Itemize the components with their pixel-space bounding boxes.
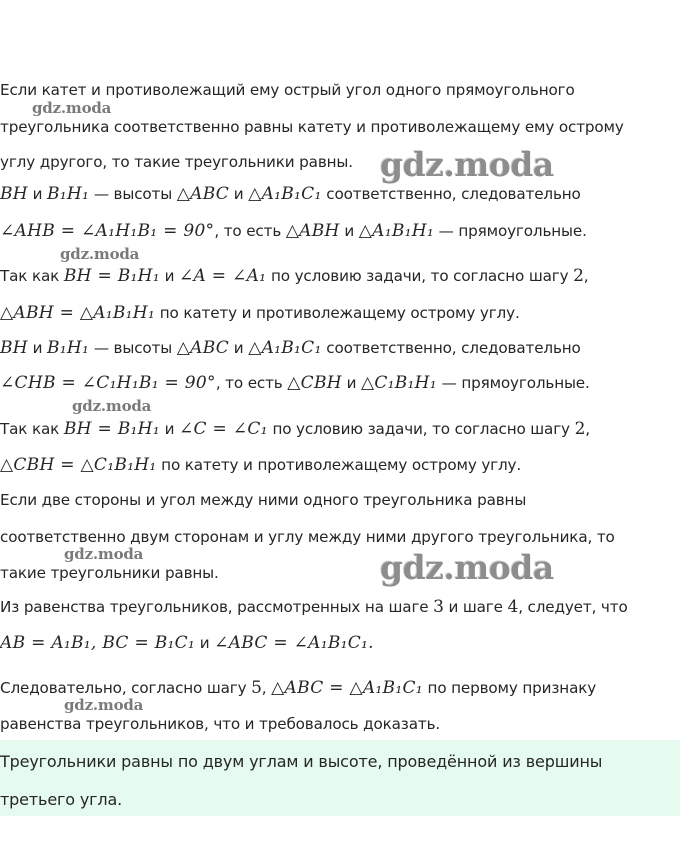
text-line-9 (0, 373, 590, 393)
text-fragment: по катету и противолежащему острому углу. (156, 456, 522, 474)
watermark-large: gdz.moda (380, 145, 554, 184)
watermark-small: gdz.moda (64, 545, 144, 563)
text-fragment: Из равенства треугольников, рассмотренных на шаге (0, 598, 434, 616)
math-sides-eq: AB = A₁B₁, BC = B₁C₁ (0, 633, 196, 653)
math-triangle-a1b1c1: △A₁B₁C₁ (248, 338, 322, 358)
watermark-small: gdz.moda (72, 397, 152, 415)
math-step-number: 2 (574, 419, 586, 439)
text-fragment: , (261, 679, 272, 697)
math-triangle-a1b1c1: △A₁B₁C₁ (248, 184, 322, 204)
text-fragment: соответственно, следовательно (321, 339, 581, 357)
math-triangle-abh-eq: △ABH = △A₁B₁H₁ (0, 303, 156, 323)
text-fragment: , следует, что (518, 598, 628, 616)
text-line-10 (0, 419, 590, 439)
math-angle-abc-eq: ∠ABC = ∠A₁B₁C₁. (214, 633, 374, 653)
text-fragment: , то есть (215, 374, 288, 392)
math-angle-chb: ∠CHB = ∠C₁H₁B₁ = 90° (0, 373, 216, 393)
answer-line-2: третьего угла. (0, 790, 123, 809)
math-step-number: 3 (433, 597, 444, 617)
text-fragment: и (339, 222, 359, 240)
text-fragment: — прямоугольные. (436, 374, 590, 392)
math-bh-eq: BH = B₁H₁ (63, 266, 160, 286)
text-fragment: по условию задачи, то согласно шагу (267, 420, 575, 438)
text-fragment: по условию задачи, то согласно шагу (266, 267, 574, 285)
text-fragment: , (585, 420, 590, 438)
math-triangle-cbh: △CBH (287, 373, 342, 393)
math-bh: BH (0, 184, 28, 204)
math-triangle-abc: △ABC (176, 338, 230, 358)
watermark-large: gdz.moda (380, 548, 554, 587)
answer-block (0, 740, 680, 816)
watermark-small: gdz.moda (64, 696, 144, 714)
text-line-15 (0, 597, 628, 617)
math-bh-eq: BH = B₁H₁ (63, 419, 160, 439)
text-line-7 (0, 303, 520, 323)
answer-line-1: Треугольники равны по двум углам и высоте, проведённой из вершины (0, 752, 603, 771)
text-line-3: углу другого, то такие треугольники равны. (0, 153, 353, 171)
text-fragment: и (159, 420, 179, 438)
text-fragment: по первому признаку (422, 679, 597, 697)
math-angle-ahb: ∠AHB = ∠A₁H₁B₁ = 90° (0, 221, 215, 241)
watermark-small: gdz.moda (60, 245, 140, 263)
text-line-12: Если две стороны и угол между ними одного треугольника равны (0, 491, 527, 509)
text-line-8 (0, 338, 581, 358)
text-line-5 (0, 221, 587, 241)
text-line-1: Если катет и противолежащий ему острый угол одного прямоугольного (0, 81, 575, 99)
text-fragment: и (229, 339, 249, 357)
text-fragment: и (229, 185, 249, 203)
text-fragment: и (341, 374, 361, 392)
math-step-number: 5 (251, 678, 262, 698)
text-fragment: — прямоугольные. (433, 222, 587, 240)
math-triangle-abc: △ABC (176, 184, 230, 204)
text-line-13: соответственно двум сторонам и углу между ними другого треугольника, то (0, 528, 615, 546)
text-fragment: и (27, 185, 47, 203)
text-line-14: такие треугольники равны. (0, 564, 219, 582)
math-bh: BH (0, 338, 28, 358)
text-line-17 (0, 678, 596, 698)
text-line-2: треугольника соответственно равны катету и противолежащему ему острому (0, 118, 624, 136)
math-b1h1: B₁H₁ (47, 184, 90, 204)
text-line-4 (0, 184, 581, 204)
text-line-11 (0, 455, 521, 475)
text-fragment: соответственно, следовательно (321, 185, 581, 203)
math-b1h1: B₁H₁ (47, 338, 90, 358)
math-triangle-c1b1h1: △C₁B₁H₁ (360, 373, 437, 393)
math-angle-c-eq: ∠C = ∠C₁ (178, 419, 268, 439)
watermark-small: gdz.moda (32, 99, 112, 117)
math-step-number: 4 (507, 597, 519, 617)
text-fragment: , то есть (214, 222, 286, 240)
text-fragment: и шаге (443, 598, 508, 616)
math-triangle-abh: △ABH (285, 221, 340, 241)
math-triangle-cbh-eq: △CBH = △C₁B₁H₁ (0, 455, 157, 475)
text-fragment: и (27, 339, 47, 357)
text-line-16 (0, 633, 374, 653)
text-fragment: Так как (0, 267, 64, 285)
text-line-18: равенства треугольников, что и требовалось доказать. (0, 715, 441, 733)
text-fragment: , (583, 267, 589, 285)
text-fragment: и (195, 634, 215, 652)
text-fragment: по катету и противолежащему острому углу. (155, 304, 520, 322)
math-triangle-abc-eq: △ABC = △A₁B₁C₁ (271, 678, 423, 698)
math-step-number: 2 (573, 266, 584, 286)
text-line-6 (0, 266, 588, 286)
text-fragment: и (159, 267, 179, 285)
math-angle-a-eq: ∠A = ∠A₁ (178, 266, 267, 286)
text-fragment: Следовательно, согласно шагу (0, 679, 252, 697)
math-triangle-a1b1h1: △A₁B₁H₁ (358, 221, 434, 241)
text-fragment: — высоты (89, 339, 177, 357)
text-fragment: — высоты (89, 185, 177, 203)
text-fragment: Так как (0, 420, 64, 438)
